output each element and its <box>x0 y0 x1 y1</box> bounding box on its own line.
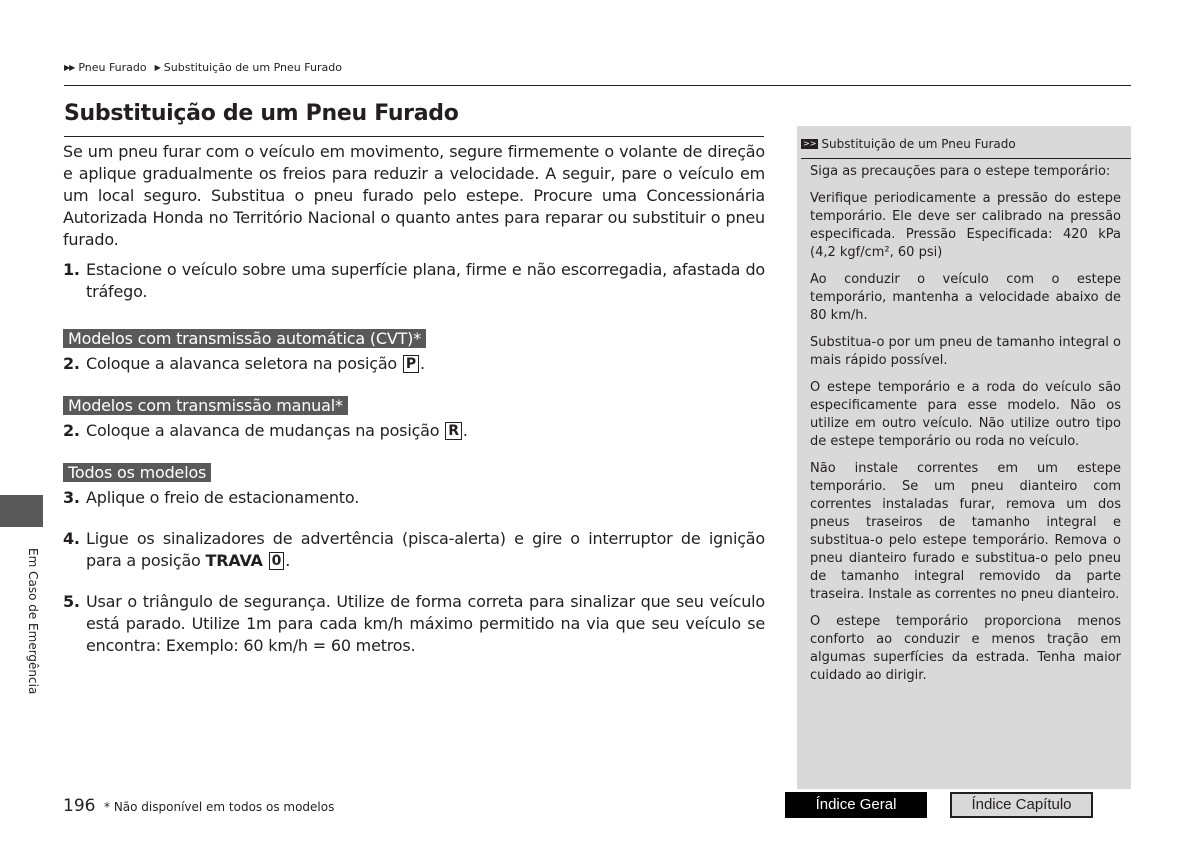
model-tag-manual: Modelos com transmissão manual* <box>63 396 348 415</box>
step-number: 1. <box>63 260 80 279</box>
ignition-0-icon: 0 <box>269 552 285 570</box>
page-number: 196 <box>63 796 96 816</box>
sidebar-heading <box>801 137 1016 151</box>
model-tag-cvt-row <box>63 328 765 350</box>
page-title: Substituição de um Pneu Furado <box>64 101 459 126</box>
intro-paragraph: Se um pneu furar com o veículo em movimento, segure firmemente o volante de direção e aplique gradualmente os freios para reduzir a velocidade. A seguir, pare o veículo em um local seguro. Substitua o pneu furado pelo estepe. Procure uma Concessionária Autorizada Honda no Território Nacional o quanto antes para reparar ou substituir o pneu furado. <box>63 142 765 249</box>
gear-r-icon: R <box>445 422 462 440</box>
step-number: 2. <box>63 354 80 373</box>
step-4 <box>63 528 765 572</box>
sidebar-paragraph: Ao conduzir o veículo com o estepe temporário, mantenha a velocidade abaixo de 80 km/h. <box>810 272 1121 323</box>
ignition-lock-label: TRAVA <box>205 551 263 570</box>
index-general-button[interactable]: Índice Geral <box>785 792 927 818</box>
step-text: Aplique o freio de estacionamento. <box>86 488 360 507</box>
breadcrumb-item-substituicao[interactable]: Substituição de um Pneu Furado <box>163 60 342 74</box>
model-tag-manual-row <box>63 395 765 417</box>
title-divider <box>64 136 764 137</box>
header-divider <box>64 85 1131 86</box>
step-number: 2. <box>63 421 80 440</box>
step-number: 5. <box>63 592 80 611</box>
sidebar-paragraph: Siga as precauções para o estepe temporário: <box>810 164 1111 179</box>
step-3 <box>63 487 765 509</box>
sidebar-paragraph: O estepe temporário e a roda do veículo são especificamente para esse modelo. Não os utilize em outro veículo. Não utilize outro tipo de estepe temporário ou roda no veículo. <box>810 380 1121 449</box>
index-chapter-button[interactable]: Índice Capítulo <box>950 792 1093 818</box>
step-text-body: Ligue os sinalizadores de advertência (pisca-alerta) e gire o interruptor de ignição para a posição <box>86 529 765 570</box>
step-1 <box>63 259 765 303</box>
step-text <box>86 420 765 442</box>
sidebar-heading-text: Substituição de um Pneu Furado <box>821 137 1016 151</box>
breadcrumb <box>64 60 342 74</box>
arrow-icon: ▶ <box>154 62 161 72</box>
sidebar-paragraph: Não instale correntes em um estepe temporário. Se um pneu dianteiro com correntes instaladas furar, remova um dos pneus traseiros de tamanho integral e substitua-o pelo estepe temporário. Remova o pneu dianteiro furado e substitua-o pelo pneu de tamanho integral removido da parte traseira. Instale as correntes no pneu dianteiro. <box>810 461 1121 602</box>
breadcrumb-item-pneu-furado[interactable]: Pneu Furado <box>78 60 147 74</box>
step-text: Estacione o veículo sobre uma superfície plana, firme e não escorregadia, afastada do tráfego. <box>86 260 765 301</box>
main-content <box>63 141 765 657</box>
double-arrow-icon: ▶▶ <box>64 62 75 72</box>
chapter-label: Em Caso de Emergência <box>26 548 40 695</box>
step-text-end: . <box>462 421 468 440</box>
chapter-tab[interactable] <box>0 495 43 527</box>
sidebar-body <box>810 163 1121 694</box>
step-text-end: . <box>419 354 425 373</box>
model-tag-cvt: Modelos com transmissão automática (CVT)* <box>63 329 426 348</box>
step-text: Usar o triângulo de segurança. Utilize de forma correta para sinalizar que seu veículo está parado. Utilize 1m para cada km/h máximo permitido na via que seu veículo se encontra: Exemplo: 60 km/h = 60 metros. <box>86 592 765 655</box>
step-text <box>86 353 765 375</box>
step-2-manual <box>63 420 765 442</box>
step-number: 3. <box>63 488 80 507</box>
model-tag-all-row <box>63 462 765 484</box>
gear-p-icon: P <box>403 355 419 373</box>
step-2-cvt <box>63 353 765 375</box>
model-tag-all: Todos os modelos <box>63 463 211 482</box>
sidebar-paragraph: Verifique periodicamente a pressão do estepe temporário. Ele deve ser calibrado na pressão especificada. Pressão Especificada: 420 kPa (4,2 kgf/cm², 60 psi) <box>810 191 1121 260</box>
step-text-body: Coloque a alavanca de mudanças na posição <box>86 421 440 440</box>
step-text-end: . <box>285 551 291 570</box>
footnote: * Não disponível em todos os modelos <box>104 800 335 814</box>
step-5 <box>63 591 765 657</box>
step-text <box>86 528 765 572</box>
step-text-body: Coloque a alavanca seletora na posição <box>86 354 398 373</box>
step-number: 4. <box>63 529 80 548</box>
sidebar-divider <box>801 158 1131 159</box>
reference-arrow-icon: >> <box>803 139 817 148</box>
sidebar-paragraph: Substitua-o por um pneu de tamanho integral o mais rápido possível. <box>810 335 1121 368</box>
sidebar-paragraph: O estepe temporário proporciona menos conforto ao conduzir e menos tração em algumas superfícies da estrada. Tenha maior cuidado ao dirigir. <box>810 614 1121 683</box>
notes-sidebar <box>797 126 1131 789</box>
